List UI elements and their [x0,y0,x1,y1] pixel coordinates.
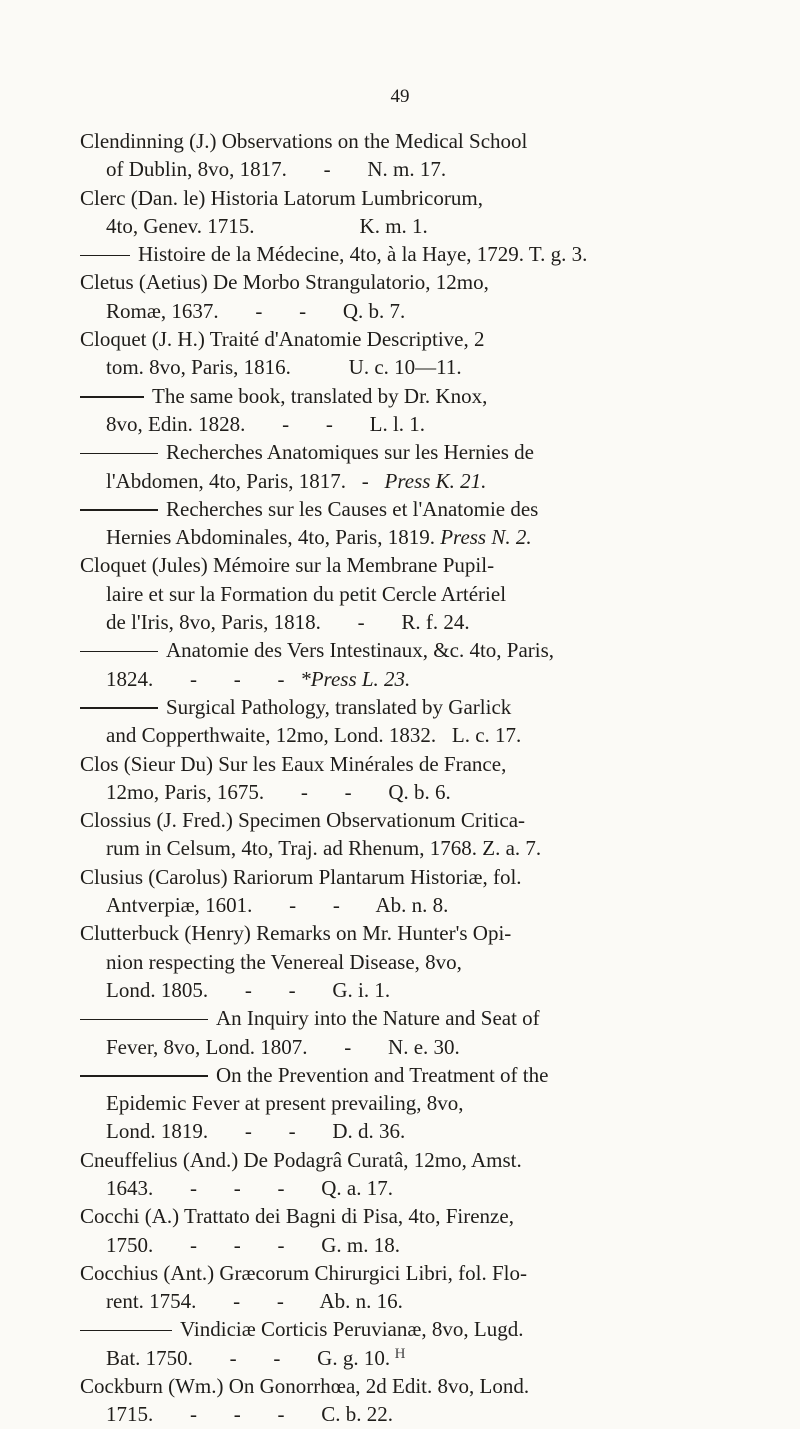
entry-line [80,636,740,664]
entry-line [80,891,740,919]
entry-text: rent. 1754. - - Ab. n. 16. [106,1289,403,1314]
entry-text: Histoire de la Médecine, 4to, à la Haye, 1729. T. g. 3. [138,242,588,267]
entry-text: Vindiciæ Corticis Peruvianæ, 8vo, Lugd. [180,1317,524,1342]
entry-text: Cneuffelius (And.) De Podagrâ Curatâ, 12mo, Amst. [80,1147,522,1172]
ditto-dash [80,1019,208,1021]
entry-text: de l'Iris, 8vo, Paris, 1818. - R. f. 24. [106,610,470,635]
entry-text: Clutterbuck (Henry) Remarks on Mr. Hunter's Opi- [80,921,512,946]
entry-text: Cocchi (A.) Trattato dei Bagni di Pisa, 4to, Firenze, [80,1204,514,1229]
entry-text: Hernies Abdominales, 4to, Paris, 1819. [106,525,441,550]
entry-text: Recherches sur les Causes et l'Anatomie des [166,496,539,521]
entry-text: Recherches Anatomiques sur les Hernies de [166,440,534,465]
entry-line [80,1033,740,1061]
entry-line [80,1315,740,1343]
entry-line [80,410,740,438]
entry-text: Cloquet (J. H.) Traité d'Anatomie Descriptive, 2 [80,327,485,352]
entry-line [80,834,740,862]
entry-line [80,1117,740,1145]
ditto-dash [80,707,158,709]
entry-line [80,863,740,891]
entry-line [80,1202,740,1230]
entry-text: Epidemic Fever at present prevailing, 8vo, [106,1091,464,1116]
entry-text: Lond. 1805. - - G. i. 1. [106,977,391,1002]
entry-line [80,948,740,976]
entry-text: Antverpiæ, 1601. - - Ab. n. 8. [106,893,449,918]
entry-text: Fever, 8vo, Lond. 1807. - N. e. 30. [106,1034,460,1059]
entry-text: Bat. 1750. - - G. g. 10. [106,1345,391,1370]
catalogue-entries [80,127,740,1429]
entry-line [80,665,740,693]
entry-text: Clos (Sieur Du) Sur les Eaux Minérales de France, [80,751,507,776]
entry-text: Clerc (Dan. le) Historia Latorum Lumbricorum, [80,185,483,210]
entry-line [80,1089,740,1117]
entry-line [80,1287,740,1315]
entry-line [80,1174,740,1202]
press-mark: Press N. 2. [440,525,532,550]
entry-line [80,127,740,155]
entry-text: Lond. 1819. - - D. d. 36. [106,1119,406,1144]
ditto-dash [80,1330,172,1332]
entry-text: tom. 8vo, Paris, 1816. U. c. 10—11. [106,355,462,380]
entry-text: Surgical Pathology, translated by Garlick [166,694,512,719]
entry-line [80,353,740,381]
ditto-dash [80,509,158,511]
entry-line [80,155,740,183]
press-mark: Press K. 21. [384,468,487,493]
entry-line [80,693,740,721]
entry-line [80,580,740,608]
entry-line [80,721,740,749]
entry-line [80,1061,740,1089]
entry-text: Cocchius (Ant.) Græcorum Chirurgici Libri, fol. Flo- [80,1260,527,1285]
ditto-dash [80,1075,208,1077]
entry-line [80,523,740,551]
press-mark: *Press L. 23. [300,666,411,691]
ditto-dash [80,453,158,455]
entry-line [80,1004,740,1032]
entry-text: 1824. - - - [106,666,301,691]
entry-line [80,1400,740,1428]
entry-text: 1643. - - - Q. a. 17. [106,1175,393,1200]
entry-text: nion respecting the Venereal Disease, 8vo, [106,949,462,974]
entry-line [80,297,740,325]
entry-text: of Dublin, 8vo, 1817. - N. m. 17. [106,157,447,182]
page-number: 49 [390,86,410,107]
entry-line [80,1259,740,1287]
entry-line [80,1231,740,1259]
entry-text: Cloquet (Jules) Mémoire sur la Membrane Pupil- [80,553,495,578]
entry-text: Clusius (Carolus) Rariorum Plantarum Historiæ, fol. [80,864,522,889]
entry-text: 8vo, Edin. 1828. - - L. l. 1. [106,411,426,436]
entry-line [80,382,740,410]
entry-line [80,750,740,778]
entry-line [80,1146,740,1174]
entry-text: Clossius (J. Fred.) Specimen Observationum Critica- [80,808,526,833]
entry-text: Cletus (Aetius) De Morbo Strangulatorio, 12mo, [80,270,489,295]
entry-line [80,325,740,353]
entry-line [80,551,740,579]
entry-line [80,212,740,240]
entry-text: rum in Celsum, 4to, Traj. ad Rhenum, 1768. Z. a. 7. [106,836,542,861]
entry-text: 1715. - - - C. b. 22. [106,1402,393,1427]
entry-line [80,240,740,268]
ditto-dash [80,255,130,257]
entry-text: On the Prevention and Treatment of the [216,1062,549,1087]
entry-line [80,1372,740,1400]
entry-text: The same book, translated by Dr. Knox, [152,383,488,408]
entry-text: and Copperthwaite, 12mo, Lond. 1832. L. c. 17. [106,723,522,748]
ditto-dash [80,651,158,653]
entry-line [80,778,740,806]
ditto-dash [80,396,144,398]
entry-line [80,608,740,636]
entry-text: 1750. - - - G. m. 18. [106,1232,400,1257]
entry-line [80,495,740,523]
entry-line [80,976,740,1004]
entry-text: Cockburn (Wm.) On Gonorrhœa, 2d Edit. 8vo, Lond. [80,1374,530,1399]
entry-text: Anatomie des Vers Intestinaux, &c. 4to, Paris, [166,638,555,663]
entry-text: l'Abdomen, 4to, Paris, 1817. - [106,468,385,493]
entry-text: Clendinning (J.) Observations on the Medical School [80,129,528,153]
entry-text: laire et sur la Formation du petit Cercle Artériel [106,581,507,606]
entry-line [80,467,740,495]
entry-line [80,438,740,466]
entry-text: Romæ, 1637. - - Q. b. 7. [106,298,406,323]
entry-text: An Inquiry into the Nature and Seat of [216,1006,540,1031]
entry-line [80,806,740,834]
entry-text: 4to, Genev. 1715. K. m. 1. [106,213,428,238]
entry-line [80,919,740,947]
signature-mark: H [394,1346,406,1362]
entry-line [80,268,740,296]
entry-text: 12mo, Paris, 1675. - - Q. b. 6. [106,779,451,804]
entry-line [80,184,740,212]
